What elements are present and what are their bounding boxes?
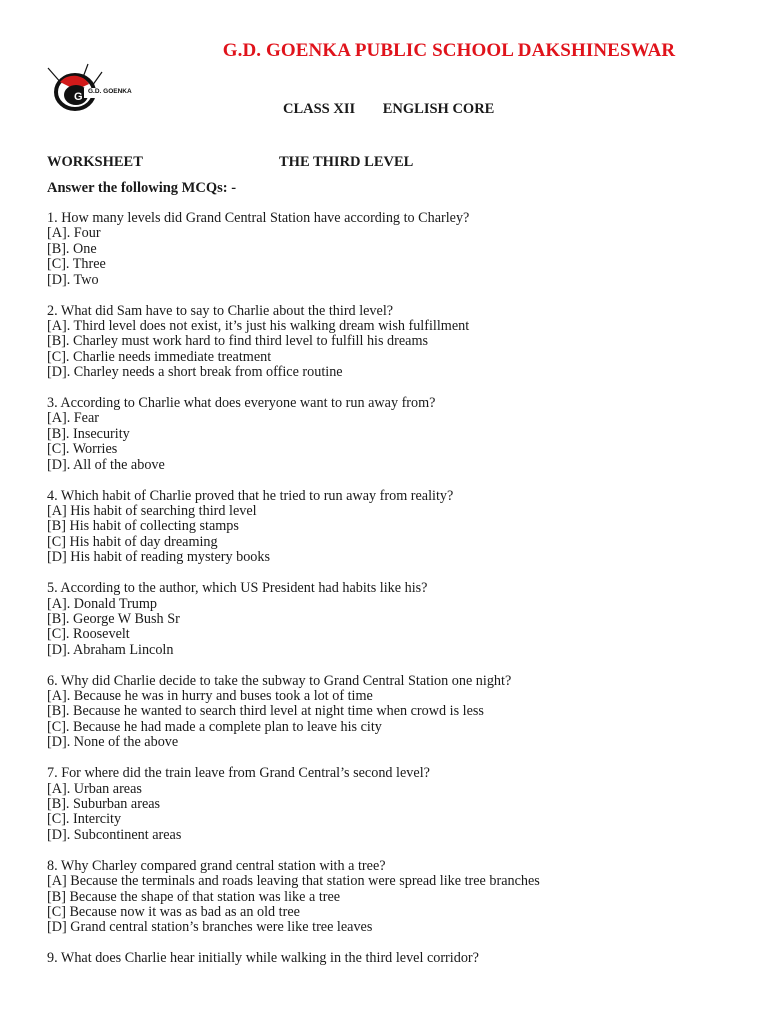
question-block [47, 489, 748, 566]
option: [B]. Insecurity [47, 425, 130, 442]
question-block [47, 859, 748, 936]
question-block [47, 674, 748, 751]
question-text: 7. For where did the train leave from Grand Central’s second level? [47, 765, 430, 782]
option: [B]. Charley must work hard to find third level to fulfill his dreams [47, 333, 429, 350]
question-text: 1. How many levels did Grand Central Station have according to Charley? [47, 210, 470, 226]
option: [B]. George W Bush Sr [47, 610, 180, 627]
class-label: CLASS XII [283, 101, 356, 117]
question-text: 3. According to Charlie what does everyone want to run away from? [47, 395, 436, 412]
option: [D] His habit of reading mystery books [47, 549, 271, 566]
option: [A]. Donald Trump [47, 595, 157, 612]
option: [D]. Abraham Lincoln [47, 641, 174, 658]
option: [A]. Four [47, 225, 101, 242]
option: [B]. One [47, 240, 97, 257]
worksheet-row [47, 154, 547, 171]
school-title: G.D. GOENKA PUBLIC SCHOOL DAKSHINESWAR [222, 40, 676, 61]
option: [A]. Third level does not exist, it’s just his walking dream wish fulfillment [47, 317, 470, 334]
option: [D]. Subcontinent areas [47, 826, 182, 843]
option: [B]. Because he wanted to search third level at night time when crowd is less [47, 703, 484, 720]
option: [C]. Three [47, 256, 106, 273]
option: [B]. Suburban areas [47, 796, 161, 812]
option: [A]. Because he was in hurry and buses took a lot of time [47, 688, 373, 705]
question-list [47, 211, 748, 982]
chapter-title: THE THIRD LEVEL [279, 154, 414, 170]
option: [A]. Fear [47, 410, 99, 427]
question-text: 6. Why did Charlie decide to take the subway to Grand Central Station one night? [47, 672, 512, 689]
question-block [47, 581, 748, 658]
logo-text: G.D. GOENKA [88, 88, 132, 95]
option: [C] Because now it was as bad as an old tree [47, 903, 300, 920]
option: [C] His habit of day dreaming [47, 533, 218, 550]
option: [D]. Two [47, 271, 99, 288]
option: [B] Because the shape of that station was like a tree [47, 888, 341, 905]
option: [C]. Intercity [47, 811, 122, 828]
subject-label: ENGLISH CORE [382, 101, 495, 117]
option: [B] His habit of collecting stamps [47, 518, 239, 535]
option: [D]. Charley needs a short break from office routine [47, 364, 343, 381]
option: [A] Because the terminals and roads leaving that station were spread like tree branches [47, 873, 540, 890]
question-text: 5. According to the author, which US President had habits like his? [47, 580, 428, 597]
option: [C]. Because he had made a complete plan to leave his city [47, 718, 382, 735]
question-text: 2. What did Sam have to say to Charlie about the third level? [47, 302, 394, 319]
svg-text:G: G [74, 91, 83, 103]
option: [A]. Urban areas [47, 780, 142, 797]
question-text: 4. Which habit of Charlie proved that he tried to run away from reality? [47, 487, 454, 504]
question-text: 8. Why Charley compared grand central station with a tree? [47, 857, 386, 874]
option: [D]. None of the above [47, 734, 179, 751]
option: [D] Grand central station’s branches were like tree leaves [47, 919, 373, 936]
option: [A] His habit of searching third level [47, 503, 257, 519]
question-text: 9. What does Charlie hear initially while walking in the third level corridor? [47, 950, 479, 967]
question-block [47, 211, 748, 288]
instruction: Answer the following MCQs: - [47, 180, 237, 196]
option: [C]. Worries [47, 441, 118, 458]
option: [C]. Charlie needs immediate treatment [47, 348, 272, 365]
option: [C]. Roosevelt [47, 626, 130, 643]
worksheet-label: WORKSHEET [47, 154, 143, 170]
question-block [47, 951, 748, 966]
school-logo [46, 62, 142, 118]
question-block [47, 396, 748, 473]
question-block [47, 304, 748, 381]
option: [D]. All of the above [47, 456, 165, 473]
class-subject-line [283, 101, 494, 118]
question-block [47, 766, 748, 843]
